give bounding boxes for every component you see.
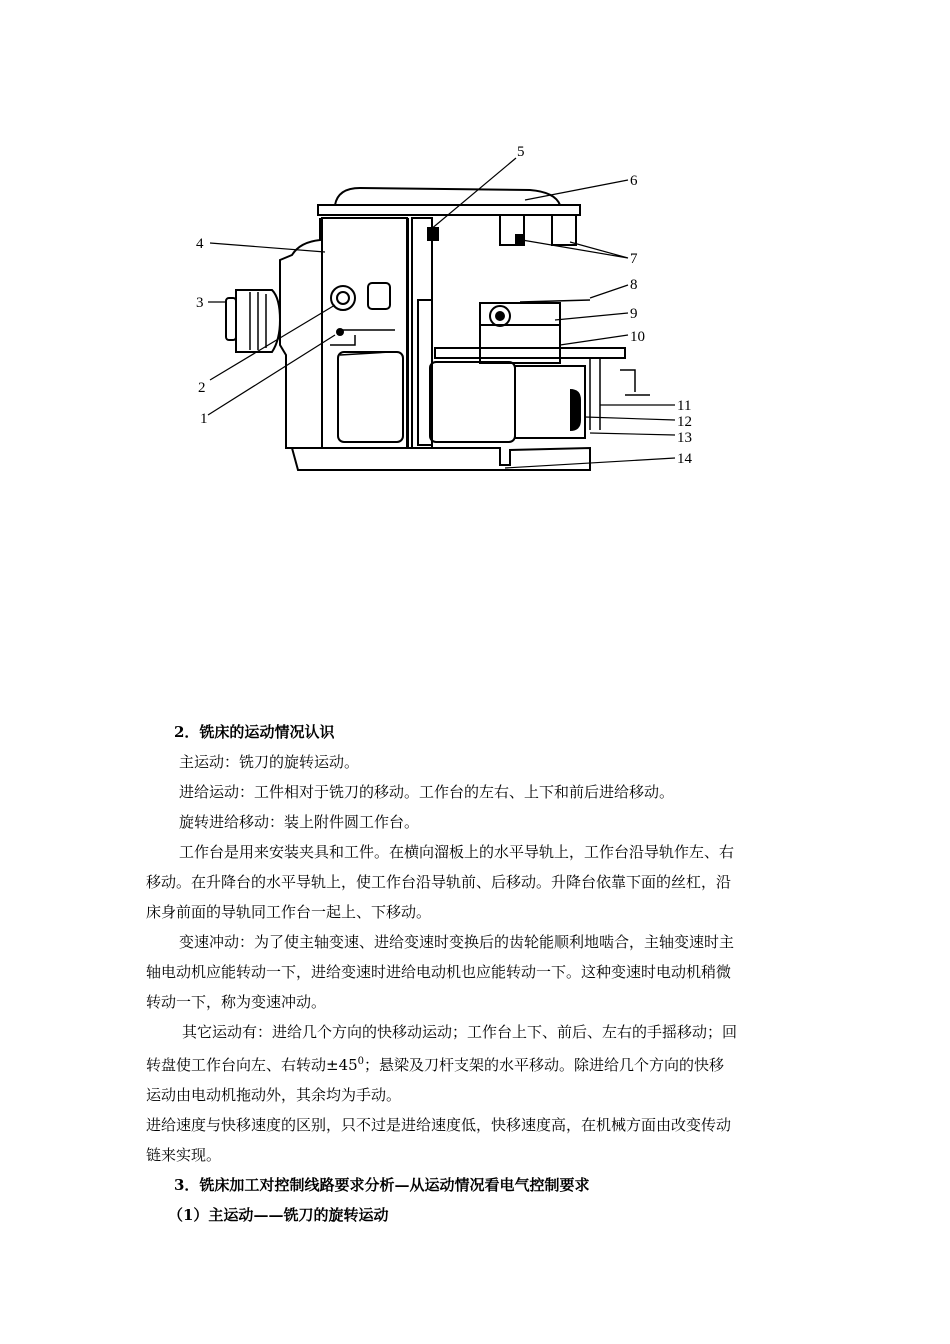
milling-machine-diagram bbox=[180, 130, 720, 480]
section3-sub1: （1）主运动——铣刀的旋转运动 bbox=[168, 1206, 389, 1224]
other-motion-line: 运动由电动机拖动外，其余均为手动。 bbox=[146, 1086, 402, 1104]
section2-heading: 2．铣床的运动情况认识 bbox=[174, 723, 335, 741]
callout-4: 4 bbox=[196, 236, 204, 252]
callout-11: 11 bbox=[677, 398, 692, 414]
main-motion: 主运动：铣刀的旋转运动。 bbox=[179, 753, 360, 771]
overarm-top bbox=[335, 188, 560, 205]
callout-6: 6 bbox=[630, 173, 638, 189]
section3-heading: 3．铣床加工对控制线路要求分析—从运动情况看电气控制要求 bbox=[174, 1176, 590, 1194]
callout-9: 9 bbox=[630, 306, 638, 322]
feed-vs-rapid-line: 链来实现。 bbox=[146, 1146, 222, 1164]
callout-1: 1 bbox=[200, 411, 208, 427]
knee bbox=[430, 362, 515, 442]
callout-14: 14 bbox=[677, 451, 692, 467]
milling-machine-figure bbox=[180, 130, 720, 480]
callout-8: 8 bbox=[630, 277, 638, 293]
other-motion-part: 转盘使工作台向左、右转动±45 bbox=[146, 1056, 358, 1074]
degree-mark: 0 bbox=[357, 1056, 365, 1067]
speed-change-line: 轴电动机应能转动一下，进给变速时进给电动机也应能转动一下。这种变速时电动机稍微 bbox=[146, 963, 732, 981]
callout-7: 7 bbox=[630, 251, 638, 267]
other-motion-line bbox=[146, 1047, 810, 1080]
base bbox=[292, 448, 590, 470]
callout-10: 10 bbox=[630, 329, 645, 345]
callout-13: 13 bbox=[677, 430, 692, 446]
feed-motion: 进给运动：工件相对于铣刀的移动。工作台的左右、上下和前后进给移动。 bbox=[179, 783, 675, 801]
other-motion-line: 其它运动有：进给几个方向的快移动运动；工作台上下、前后、左右的手摇移动；回 bbox=[182, 1023, 738, 1041]
callout-2: 2 bbox=[198, 380, 206, 396]
callout-3: 3 bbox=[196, 295, 204, 311]
feed-vs-rapid-line: 进给速度与快移速度的区别，只不过是进给速度低，快移速度高，在机械方面由改变传动 bbox=[146, 1116, 732, 1134]
speed-change-line: 转动一下，称为变速冲动。 bbox=[146, 993, 327, 1011]
motor-cap bbox=[226, 298, 236, 340]
callout-5: 5 bbox=[517, 144, 525, 160]
speed-change-line: 变速冲动：为了使主轴变速、进给变速时变换后的齿轮能顺利地啮合，主轴变速时主 bbox=[179, 933, 735, 951]
column-body bbox=[322, 218, 407, 448]
other-motion-part: ；悬梁及刀杆支架的水平移动。除进给几个方向的快移 bbox=[364, 1056, 725, 1074]
column-outline bbox=[280, 218, 320, 448]
door-panel bbox=[338, 352, 403, 442]
rotary-feed: 旋转进给移动：装上附件圆工作台。 bbox=[179, 813, 420, 831]
worktable-line: 床身前面的导轨同工作台一起上、下移动。 bbox=[146, 903, 432, 921]
worktable-line: 工作台是用来安装夹具和工件。在横向溜板上的水平导轨上，工作台沿导轨作左、右 bbox=[179, 843, 735, 861]
speed-dial bbox=[331, 286, 355, 310]
body-text bbox=[146, 717, 810, 1230]
worktable-line: 移动。在升降台的水平导轨上，使工作台沿导轨前、后移动。升降台依靠下面的丝杠，沿 bbox=[146, 873, 732, 891]
callout-12: 12 bbox=[677, 414, 692, 430]
worktable bbox=[435, 348, 625, 358]
arbor-support-2 bbox=[552, 215, 576, 245]
